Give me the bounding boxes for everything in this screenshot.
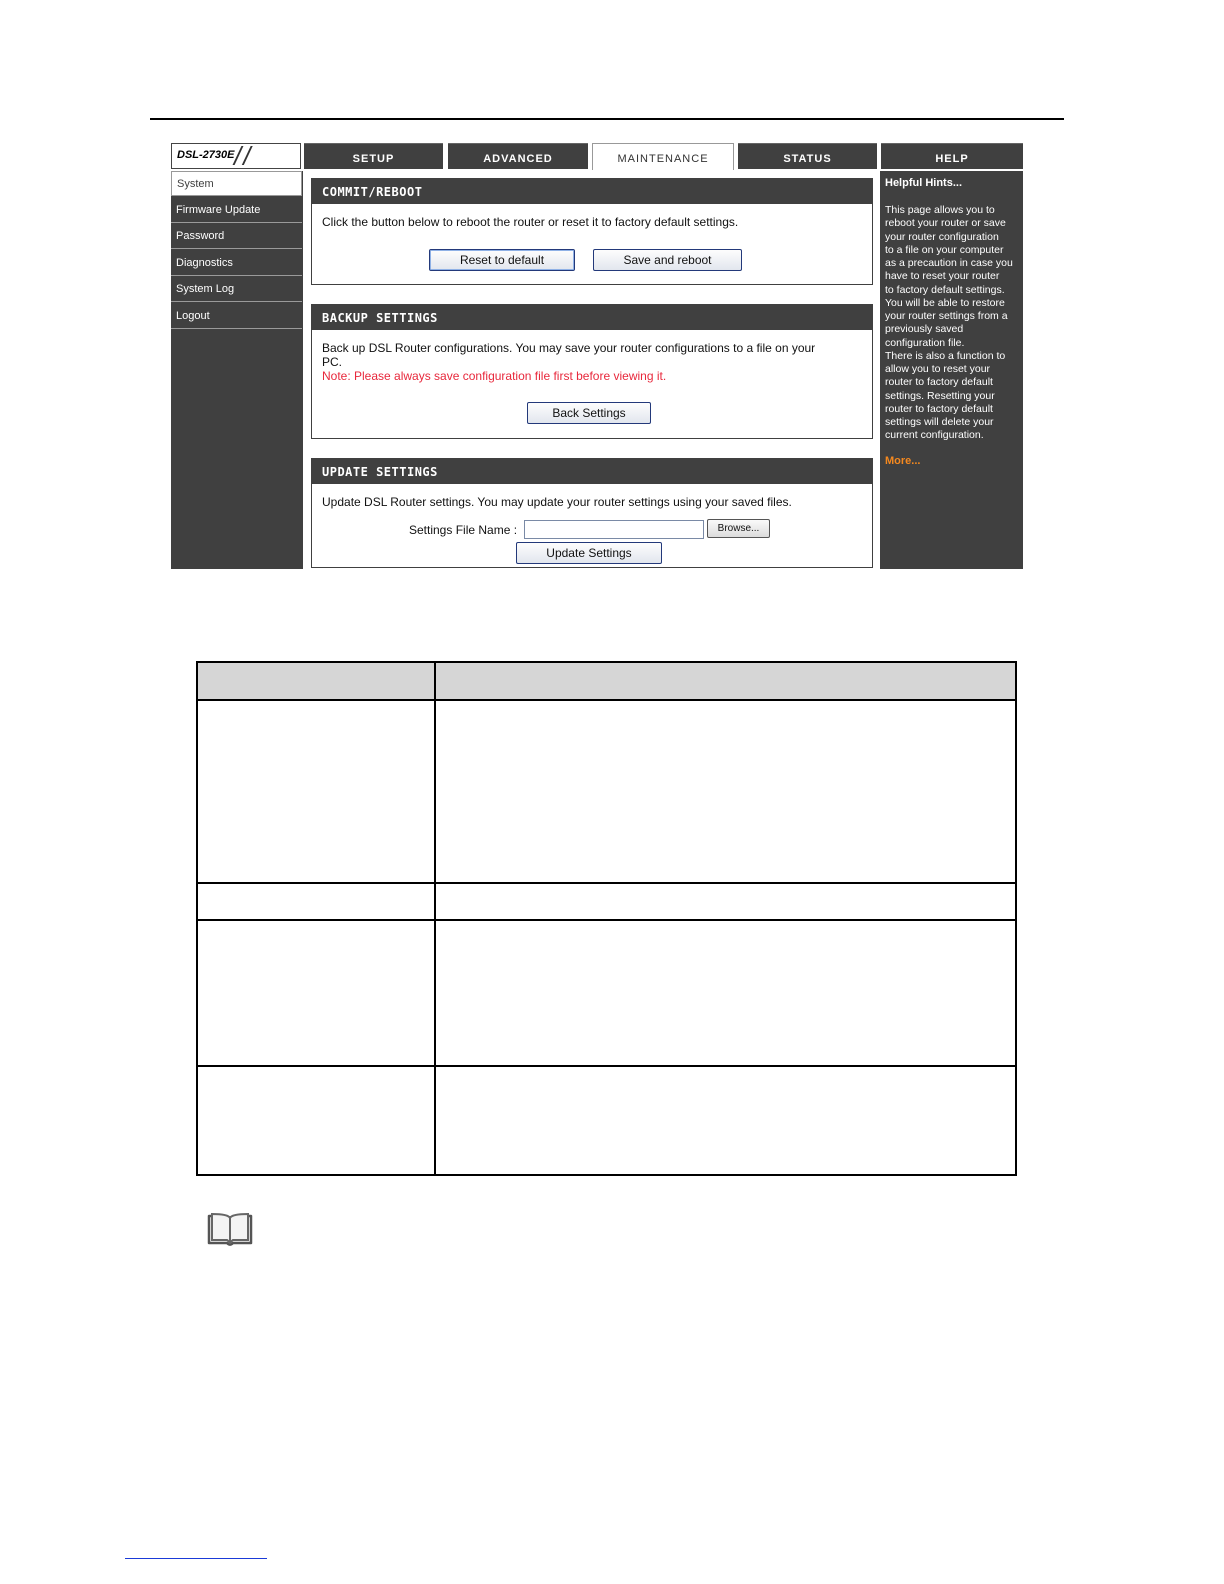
- book-icon: [205, 1210, 255, 1250]
- sidebar-item-password[interactable]: Password: [171, 224, 302, 249]
- help-line: You will be able to restore: [885, 296, 1005, 309]
- help-line: router to factory default: [885, 402, 993, 415]
- help-more-link[interactable]: More...: [885, 455, 921, 467]
- header-rule: [150, 118, 1064, 120]
- backup-settings-panel: [311, 304, 873, 439]
- router-model: DSL-2730E: [177, 149, 235, 161]
- reset-to-default-button[interactable]: Reset to default: [429, 249, 575, 271]
- tab-help[interactable]: HELP: [881, 143, 1023, 169]
- router-logo: [171, 143, 301, 169]
- commit-reboot-title: COMMIT/REBOOT: [312, 179, 872, 204]
- help-line: to a file on your computer: [885, 243, 1004, 256]
- help-line: reboot your router or save: [885, 217, 1006, 230]
- table-row-divider: [198, 1065, 1015, 1067]
- sidebar-item-system[interactable]: System: [171, 171, 302, 196]
- sidebar-item-firmware-update[interactable]: Firmware Update: [171, 198, 302, 223]
- logo-slashes-icon: //: [234, 143, 253, 169]
- sidebar-item-diagnostics[interactable]: Diagnostics: [171, 251, 302, 276]
- help-line: settings. Resetting your: [885, 389, 995, 402]
- settings-file-input[interactable]: [524, 520, 704, 539]
- update-settings-button[interactable]: Update Settings: [516, 542, 662, 564]
- settings-file-name-label: Settings File Name :: [409, 523, 518, 537]
- tab-maintenance[interactable]: MAINTENANCE: [592, 143, 734, 170]
- update-settings-panel: [311, 458, 873, 568]
- help-line: configuration file.: [885, 336, 965, 349]
- backup-description-line2: PC.: [322, 355, 343, 369]
- help-title: Helpful Hints...: [885, 177, 962, 189]
- update-description: Update DSL Router settings. You may update your router settings using your saved files.: [322, 495, 792, 509]
- table-row-divider: [198, 882, 1015, 884]
- description-table: [196, 661, 1017, 1176]
- commit-reboot-description: Click the button below to reboot the router or reset it to factory default settings.: [322, 215, 739, 229]
- browse-button[interactable]: Browse...: [707, 519, 770, 538]
- tab-advanced[interactable]: ADVANCED: [448, 143, 588, 169]
- help-body: [885, 204, 1021, 443]
- tab-status[interactable]: STATUS: [738, 143, 877, 169]
- help-line: have to reset your router: [885, 270, 1000, 283]
- footer-link-underline: [125, 1558, 267, 1559]
- help-line: This page allows you to: [885, 204, 995, 216]
- save-and-reboot-button[interactable]: Save and reboot: [593, 249, 742, 271]
- table-row-divider: [198, 919, 1015, 921]
- backup-settings-title: BACKUP SETTINGS: [312, 305, 872, 330]
- tab-setup[interactable]: SETUP: [304, 143, 443, 169]
- back-settings-button[interactable]: Back Settings: [527, 402, 651, 424]
- table-header-row: [198, 663, 1015, 701]
- help-line: current configuration.: [885, 429, 984, 442]
- help-line: to factory default settings.: [885, 283, 1005, 296]
- sidebar-item-system-log[interactable]: System Log: [171, 277, 302, 302]
- router-screenshot: [171, 143, 1023, 569]
- help-line: as a precaution in case you: [885, 257, 1013, 269]
- help-line: There is also a function to: [885, 349, 1006, 362]
- help-line: your router settings from a: [885, 310, 1008, 322]
- update-settings-title: UPDATE SETTINGS: [312, 459, 872, 484]
- help-line: allow you to reset your: [885, 363, 991, 375]
- help-panel: [880, 171, 1023, 569]
- commit-reboot-panel: [311, 178, 873, 285]
- backup-description-line1: Back up DSL Router configurations. You may save your router configurations to a file on your: [322, 341, 816, 355]
- sidebar: [171, 171, 303, 569]
- help-line: settings will delete your: [885, 416, 994, 428]
- help-line: router to factory default: [885, 376, 993, 389]
- help-line: previously saved: [885, 323, 964, 336]
- sidebar-item-logout[interactable]: Logout: [171, 304, 302, 329]
- help-line: your router configuration: [885, 230, 999, 243]
- backup-note: Note: Please always save configuration file first before viewing it.: [322, 369, 667, 383]
